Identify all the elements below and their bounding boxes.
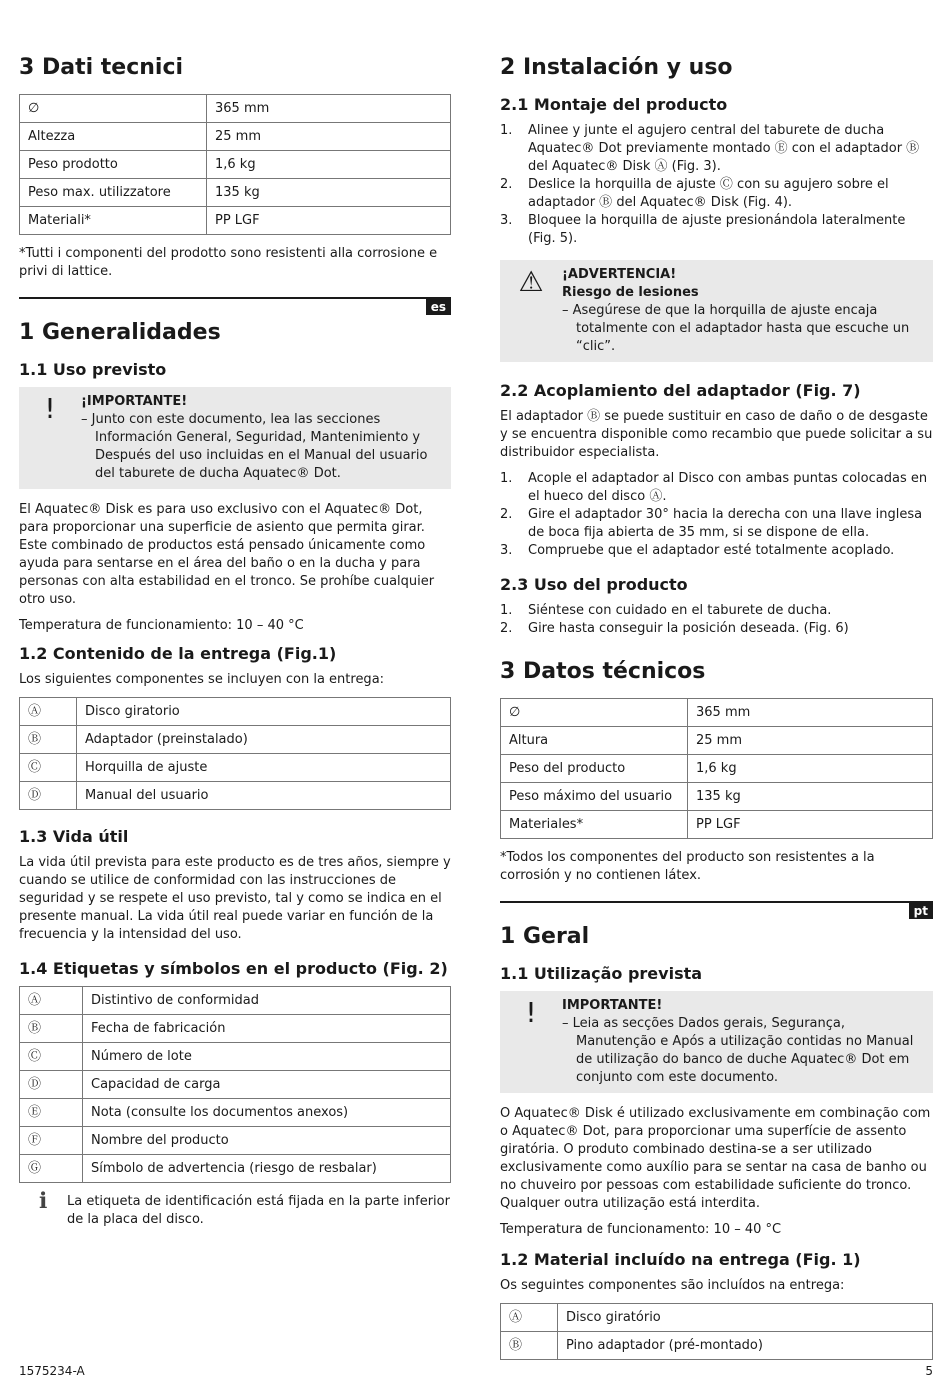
table-cell-key: Ⓐ xyxy=(20,698,77,726)
table-row xyxy=(501,811,933,839)
table-cell-key: Ⓓ xyxy=(20,1071,83,1099)
spec-note-es: *Todos los componentes del producto son resistentes a la corrosión y no contienen látex. xyxy=(500,850,875,883)
contents-intro-pt: Os seguintes componentes são incluídos na entrega: xyxy=(500,1278,845,1293)
step-item xyxy=(500,542,933,560)
section-title-dati-tecnici: 3 Dati tecnici xyxy=(19,55,184,80)
step-number: 3. xyxy=(500,213,513,228)
step-item xyxy=(500,602,933,620)
intended-use-paragraph-pt: O Aquatec® Disk é utilizado exclusivamente em combinação com o Aquatec® Dot, para proporcionar uma superfície de assento giratória. O produto combinado destina-se a ser utilizado exclusivamente como auxílio para se sentar na casa de banho ou no chuveiro por pessoas com estabilidade suficiente do tronco. Qualquer outra utilização está interdita. xyxy=(500,1106,931,1211)
info-text: La etiqueta de identificación está fijada en la parte inferior de la placa del disco. xyxy=(67,1194,450,1227)
table-cell-value: Horquilla de ajuste xyxy=(77,754,451,782)
step-text: Bloquee la horquilla de ajuste presionándola lateralmente (Fig. 5). xyxy=(528,213,906,246)
intended-use-paragraph: El Aquatec® Disk es para uso exclusivo con el Aquatec® Dot, para proporcionar una superficie de asiento que permita girar. Este combinado de productos está pensado únicamente como ayuda para sentarse en el área del baño o en la ducha y para personas con alta estabilidad en el tronco. Se prohíbe cualquier otro uso. xyxy=(19,502,435,607)
subsection-title-uso-previsto: 1.1 Uso previsto xyxy=(19,360,167,379)
table-row xyxy=(20,179,451,207)
table-cell-value: Nombre del producto xyxy=(83,1127,451,1155)
table-row xyxy=(20,754,451,782)
table-cell-value: Disco giratorio xyxy=(77,698,451,726)
subsection-title-utilizacao: 1.1 Utilização prevista xyxy=(500,964,703,983)
table-cell-value: Número de lote xyxy=(83,1043,451,1071)
step-text: Alinee y junte el agujero central del taburete de ducha Aquatec® Dot previamente montado Ⓔ con el adaptador Ⓑ del Aquatec® Disk Ⓐ (Fig. 3). xyxy=(528,123,920,174)
step-number: 1. xyxy=(500,603,513,618)
warning-subtitle: Riesgo de lesiones xyxy=(562,285,699,300)
section-title-datos-tecnicos: 3 Datos técnicos xyxy=(500,659,706,684)
assembly-steps xyxy=(500,122,933,248)
subsection-title-etiquetas: 1.4 Etiquetas y símbolos en el producto (Fig. 2) xyxy=(19,959,448,978)
labels-table-es-body xyxy=(20,987,451,1183)
table-row xyxy=(20,207,451,235)
step-number: 2. xyxy=(500,177,513,192)
table-cell-value: 135 kg xyxy=(207,179,451,207)
table-cell-key: Ⓔ xyxy=(20,1099,83,1127)
subsection-title-material: 1.2 Material incluído na entrega (Fig. 1) xyxy=(500,1250,861,1269)
operating-temperature: Temperatura de funcionamiento: 10 – 40 °C xyxy=(19,618,304,633)
step-number: 3. xyxy=(500,543,513,558)
step-number: 2. xyxy=(500,507,513,522)
subsection-title-acoplamiento: 2.2 Acoplamiento del adaptador (Fig. 7) xyxy=(500,381,861,400)
table-row xyxy=(20,1071,451,1099)
right-column xyxy=(500,54,933,1370)
step-item xyxy=(500,620,933,638)
subsection-title-uso-producto: 2.3 Uso del producto xyxy=(500,575,688,594)
table-row xyxy=(20,1099,451,1127)
contents-table-es xyxy=(19,697,451,810)
table-cell-key: Peso del producto xyxy=(501,755,688,783)
subsection-title-contenido: 1.2 Contenido de la entrega (Fig.1) xyxy=(19,644,337,663)
notice-title: IMPORTANTE! xyxy=(562,998,663,1013)
left-column xyxy=(19,54,451,1237)
table-cell-value: 25 mm xyxy=(207,123,451,151)
notice-text: – Leia as secções Dados gerais, Segurança, Manutenção e Após a utilização contidas no Manual de utilização do banco de duche Aquatec® Dot em conjunto com este documento. xyxy=(562,1016,914,1085)
table-row xyxy=(501,727,933,755)
table-cell-key: Altezza xyxy=(20,123,207,151)
info-note xyxy=(19,1189,451,1229)
service-life-paragraph: La vida útil prevista para este producto es de tres años, siempre y cuando se utilice de conformidad con las instrucciones de seguridad y se respete el uso previsto, tal y como se indica en el presente manual. La vida útil real puede variar en función de la frecuencia y la intensidad del uso. xyxy=(19,855,451,942)
table-cell-key: Peso prodotto xyxy=(20,151,207,179)
table-row xyxy=(20,1155,451,1183)
section-title-geral: 1 Geral xyxy=(500,924,590,949)
operating-temperature-pt: Temperatura de funcionamento: 10 – 40 °C xyxy=(500,1222,782,1237)
use-steps xyxy=(500,602,933,638)
table-cell-value: Pino adaptador (pré-montado) xyxy=(558,1332,933,1360)
table-row xyxy=(20,1015,451,1043)
section-title-generalidades: 1 Generalidades xyxy=(19,320,221,345)
step-item xyxy=(500,506,933,542)
subsection-title-vida-util: 1.3 Vida útil xyxy=(19,827,129,846)
table-cell-key: Ⓒ xyxy=(20,754,77,782)
table-cell-key: Peso máximo del usuario xyxy=(501,783,688,811)
table-row xyxy=(20,1043,451,1071)
table-cell-value: 365 mm xyxy=(207,95,451,123)
section-title-instalacion: 2 Instalación y uso xyxy=(500,55,733,80)
table-cell-key: Ⓐ xyxy=(20,987,83,1015)
step-item xyxy=(500,470,933,506)
table-cell-value: Símbolo de advertencia (riesgo de resbalar) xyxy=(83,1155,451,1183)
table-cell-key: Ⓑ xyxy=(20,1015,83,1043)
table-cell-key: Materiali* xyxy=(20,207,207,235)
step-text: Siéntese con cuidado en el taburete de ducha. xyxy=(528,603,832,618)
spec-table-it xyxy=(19,94,451,235)
table-cell-key: Materiales* xyxy=(501,811,688,839)
table-cell-value: Fecha de fabricación xyxy=(83,1015,451,1043)
step-text: Deslice la horquilla de ajuste Ⓒ con su agujero sobre el adaptador Ⓑ del Aquatec® Disk (Fig. 4). xyxy=(528,177,889,210)
table-cell-value: 1,6 kg xyxy=(688,755,933,783)
table-cell-value: PP LGF xyxy=(207,207,451,235)
table-row xyxy=(20,782,451,810)
table-cell-key: Ⓖ xyxy=(20,1155,83,1183)
table-row xyxy=(501,699,933,727)
step-text: Compruebe que el adaptador esté totalmente acoplado. xyxy=(528,543,895,558)
contents-table-pt-body xyxy=(501,1304,933,1360)
table-cell-value: Nota (consulte los documentos anexos) xyxy=(83,1099,451,1127)
info-icon: ℹ xyxy=(38,1189,48,1214)
language-divider-pt xyxy=(500,901,933,918)
important-notice-pt xyxy=(500,991,933,1093)
table-cell-value: Disco giratório xyxy=(558,1304,933,1332)
notice-title: ¡IMPORTANTE! xyxy=(81,394,188,409)
step-text: Gire hasta conseguir la posición deseada. (Fig. 6) xyxy=(528,621,849,636)
table-row xyxy=(20,726,451,754)
table-cell-key: Ⓕ xyxy=(20,1127,83,1155)
warning-title: ¡ADVERTENCIA! xyxy=(562,267,677,282)
step-number: 2. xyxy=(500,621,513,636)
table-cell-key: Ⓒ xyxy=(20,1043,83,1071)
table-cell-value: PP LGF xyxy=(688,811,933,839)
adapter-paragraph: El adaptador Ⓑ se puede sustituir en caso de daño o de desgaste y se encuentra disponible como recambio que puede solicitar a su distribuidor especialista. xyxy=(500,409,933,460)
important-notice-es xyxy=(19,387,451,489)
table-cell-value: Distintivo de conformidad xyxy=(83,987,451,1015)
spec-table-it-body xyxy=(20,95,451,235)
contents-table-es-body xyxy=(20,698,451,810)
spec-note-it: *Tutti i componenti del prodotto sono resistenti alla corrosione e privi di lattice. xyxy=(19,246,438,279)
table-row xyxy=(501,783,933,811)
warning-triangle-icon: ⚠ xyxy=(518,265,544,298)
step-item xyxy=(500,212,933,248)
table-cell-value: 25 mm xyxy=(688,727,933,755)
table-cell-key: Altura xyxy=(501,727,688,755)
table-row xyxy=(501,755,933,783)
spec-table-es-body xyxy=(501,699,933,839)
subsection-title-montaje: 2.1 Montaje del producto xyxy=(500,95,728,114)
step-text: Gire el adaptador 30° hacia la derecha con una llave inglesa de boca fija abierta de 35 mm, si se dispone de ella. xyxy=(528,507,923,540)
document-number: 1575234-A xyxy=(19,1364,85,1378)
table-row xyxy=(20,151,451,179)
labels-table-es xyxy=(19,986,451,1183)
table-cell-key: Peso max. utilizzatore xyxy=(20,179,207,207)
adapter-steps xyxy=(500,470,933,560)
spec-table-es xyxy=(500,698,933,839)
page-number: 5 xyxy=(925,1364,933,1378)
table-row xyxy=(501,1332,933,1360)
contents-table-pt xyxy=(500,1303,933,1360)
table-cell-value: 1,6 kg xyxy=(207,151,451,179)
language-tag-es: es xyxy=(426,299,451,315)
table-cell-key: Ⓑ xyxy=(501,1332,558,1360)
table-row xyxy=(20,698,451,726)
warning-text: – Asegúrese de que la horquilla de ajuste encaja totalmente con el adaptador hasta que escuche un “clic”. xyxy=(562,303,910,354)
contents-intro: Los siguientes componentes se incluyen con la entrega: xyxy=(19,672,385,687)
table-cell-key: ∅ xyxy=(501,699,688,727)
table-cell-value: 365 mm xyxy=(688,699,933,727)
step-number: 1. xyxy=(500,471,513,486)
step-number: 1. xyxy=(500,123,513,138)
table-cell-value: Capacidad de carga xyxy=(83,1071,451,1099)
notice-text: – Junto con este documento, lea las secciones Información General, Seguridad, Mantenimiento y Después del uso incluidas en el Manual del usuario del taburete de ducha Aquatec® Dot. xyxy=(81,412,428,481)
table-cell-value: Manual del usuario xyxy=(77,782,451,810)
language-tag-pt: pt xyxy=(909,903,933,919)
table-cell-key: Ⓑ xyxy=(20,726,77,754)
table-row xyxy=(501,1304,933,1332)
warning-notice xyxy=(500,260,933,362)
exclamation-icon: ! xyxy=(525,996,537,1029)
step-item xyxy=(500,176,933,212)
table-cell-value: Adaptador (preinstalado) xyxy=(77,726,451,754)
table-cell-key: Ⓐ xyxy=(501,1304,558,1332)
language-divider-es xyxy=(19,297,451,314)
step-item xyxy=(500,122,933,176)
table-row xyxy=(20,987,451,1015)
step-text: Acople el adaptador al Disco con ambas puntas colocadas en el hueco del disco Ⓐ. xyxy=(528,471,928,504)
table-cell-value: 135 kg xyxy=(688,783,933,811)
table-cell-key: ∅ xyxy=(20,95,207,123)
exclamation-icon: ! xyxy=(44,392,56,425)
table-row xyxy=(20,95,451,123)
table-cell-key: Ⓓ xyxy=(20,782,77,810)
table-row xyxy=(20,123,451,151)
table-row xyxy=(20,1127,451,1155)
